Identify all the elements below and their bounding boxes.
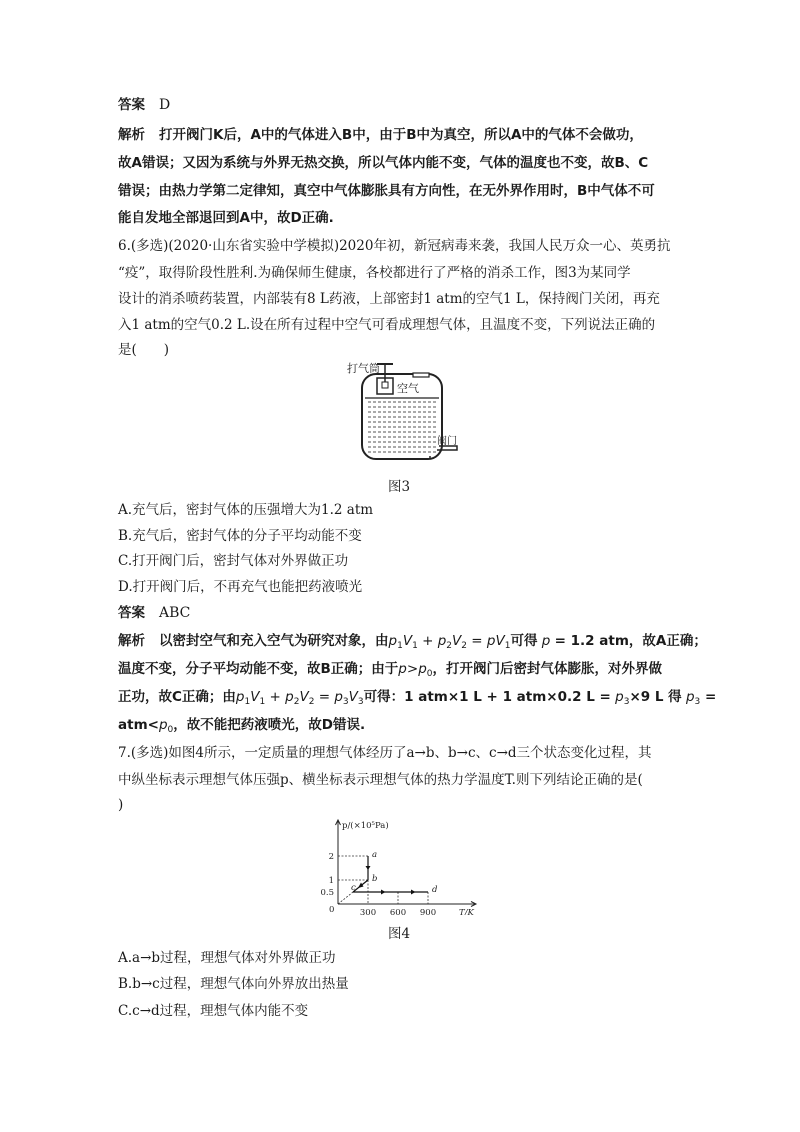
q6-stem-line-2: “疫”，取得阶段性胜利.为确保师生健康，各校都进行了严格的消杀工作，图3为某同学	[118, 265, 631, 281]
q7-stem-line-3: )	[118, 797, 124, 813]
point-label-a: a	[372, 850, 378, 860]
q6-answer: ABC	[159, 605, 191, 621]
y-tick-label: 2	[328, 852, 334, 862]
q5-answer-line	[118, 96, 170, 114]
q5-answer-label: 答案	[118, 97, 145, 113]
figure-3-sprayer	[335, 360, 465, 470]
q6-analysis-label: 解析	[118, 633, 145, 649]
q6-analysis-line-2: 温度不变，分子平均动能不变，故B正确；由于$p>p_0$，打开阀门后密封气体膨胀，对外界做	[118, 661, 662, 679]
q5-analysis-line-2: 故A错误；又因为系统与外界无热交换，所以气体内能不变，气体的温度也不变，故B、C	[118, 155, 649, 171]
arrow-c-d-2-icon	[411, 890, 416, 895]
x-tick-label: 600	[389, 908, 407, 915]
q6-stem-line-3: 设计的消杀喷药装置，内部装有8 L药液，上部密封1 atm的空气1 L，保持阀门关闭，再充	[118, 291, 660, 307]
y-axis-label: p/(×10⁵Pa)	[342, 821, 389, 831]
figure-4-pt-chart	[318, 815, 488, 915]
q6-stem-line-1: 6.(多选)(2020·山东省实验中学模拟)2020年初，新冠病毒来袭，我国人民万众一心、英勇抗	[118, 238, 671, 254]
valve-label: 阀门	[437, 436, 457, 447]
point-label-c: c	[351, 883, 356, 893]
chart-marks	[338, 850, 438, 904]
tank-cap	[413, 373, 429, 377]
q6-analysis-line-3: 正功，故C正确；由$p_1V_1 + p_2V_2 = p_3V_3$可得：1 atm×1 L + 1 atm×0.2 $L = p_3\times 9$ L 得 $p_3$ =	[118, 689, 717, 707]
y-tick-label: 1	[328, 876, 334, 886]
q6-option-c: C.打开阀门后，密封气体对外界做正功	[118, 553, 349, 569]
arrow-a-b-icon	[366, 866, 371, 870]
figure-4-caption: 图4	[388, 926, 411, 942]
x-tick-label: 900	[419, 908, 437, 915]
q6-option-d: D.打开阀门后，不再充气也能把药液喷光	[118, 579, 363, 595]
q6-option-b: B.充气后，密封气体的分子平均动能不变	[118, 528, 362, 544]
q5-analysis-label: 解析	[118, 127, 145, 143]
pump-label: 打气筒	[347, 362, 380, 375]
q6-analysis-line-1: 解析 以密封空气和充入空气为研究对象，由$p_1V_1 + p_2V_2 = pV_1$可得 p = 1.2 atm，故A正确；	[118, 633, 707, 651]
arrow-c-d-icon	[381, 890, 386, 895]
point-label-b: b	[372, 874, 378, 884]
figure-3-caption: 图3	[388, 479, 411, 495]
q5-answer: D	[159, 97, 171, 113]
q7-option-a: A.a→b过程，理想气体对外界做正功	[118, 950, 336, 966]
q6-stem-line-4: 入1 atm的空气0.2 L.设在所有过程中空气可看成理想气体，且温度不变，下列说法正确的	[118, 317, 656, 333]
x-axis-label: T/K	[459, 908, 474, 915]
point-label-d: d	[432, 885, 438, 895]
q6-analysis-line-4: $atm<p_0$，故不能把药液喷光，故D错误.	[118, 717, 366, 735]
air-label: 空气	[397, 382, 419, 395]
q6-stem-line-5: 是( )	[118, 342, 170, 358]
y-tick-label: 0.5	[320, 888, 334, 898]
q5-analysis-line-1: 解析 打开阀门K后，A中的气体进入B中，由于B中为真空，所以A中的气体不会做功，	[118, 127, 643, 143]
q7-option-c: C.c→d过程，理想气体内能不变	[118, 1003, 309, 1019]
q5-analysis-line-3: 错误；由热力学第二定律知，真空中气体膨胀具有方向性，在无外界作用时，B中气体不可	[118, 183, 655, 199]
q6-option-a: A.充气后，密封气体的压强增大为1.2 atm	[118, 502, 374, 518]
arrow-b-c-icon	[358, 883, 364, 889]
q6-answer-line	[118, 604, 190, 622]
q7-stem-line-1: 7.(多选)如图4所示，一定质量的理想气体经历了a→b、b→c、c→d三个状态变化过程，其	[118, 745, 652, 761]
q7-stem-line-2: 中纵坐标表示理想气体压强p、横坐标表示理想气体的热力学温度T.则下列结论正确的是(	[118, 772, 643, 788]
q6-answer-label: 答案	[118, 605, 145, 621]
origin-label: 0	[329, 905, 335, 915]
q7-option-b: B.b→c过程，理想气体向外界放出热量	[118, 976, 349, 992]
formula-1: $p_1V_1 + p_2V_2 = pV_1$	[388, 633, 511, 651]
q5-analysis-line-4: 能自发地全部退回到A中，故D正确.	[118, 210, 334, 226]
x-tick-label: 300	[359, 908, 377, 915]
